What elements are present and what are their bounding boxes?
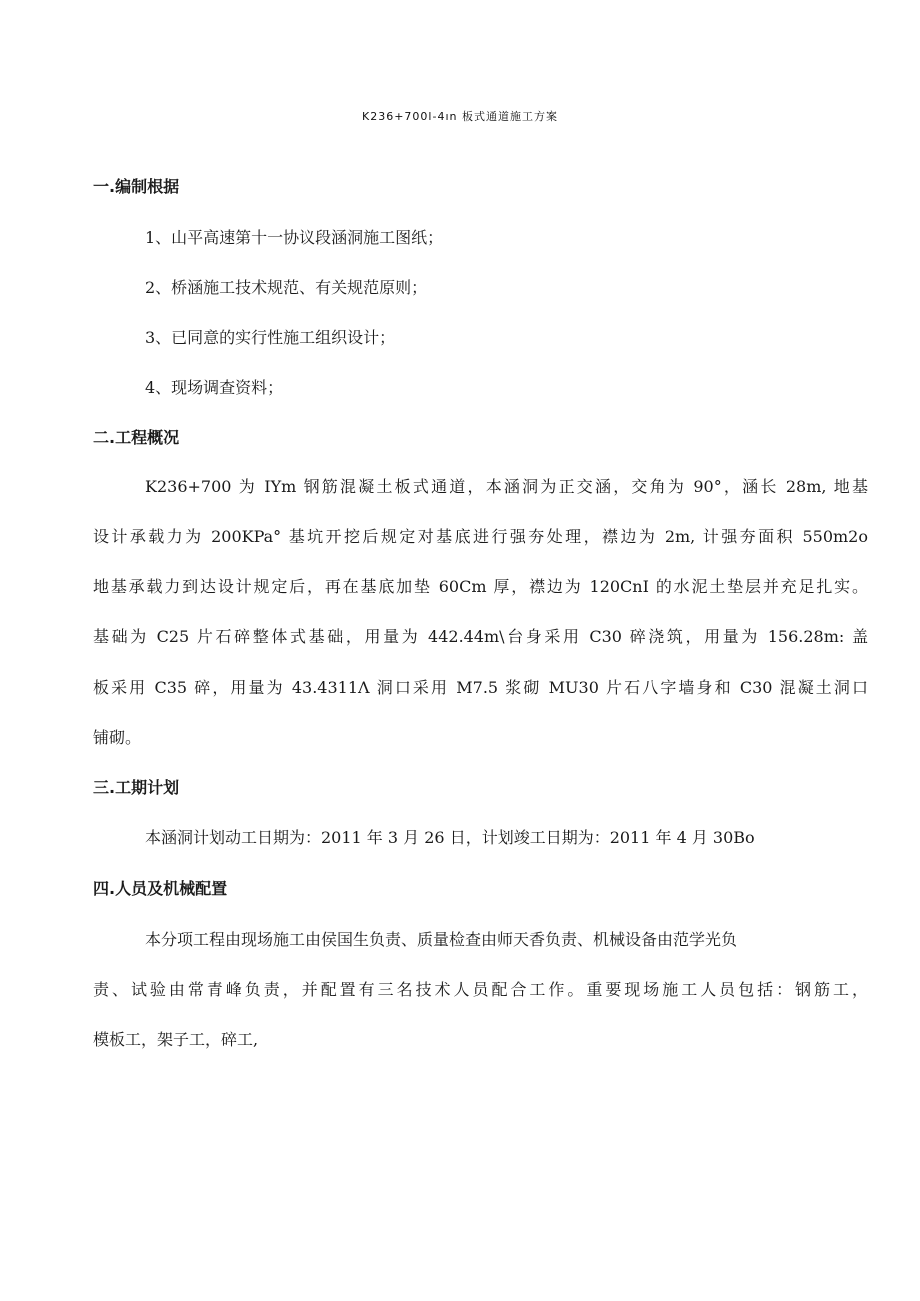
schedule-line-1: 本涵洞计划动工日期为：2011 年 3 月 26 日，计划竣工日期为：2011 年 4 月 30Bo xyxy=(145,828,755,847)
staffing-line-2: 责、试验由常青峰负责，并配置有三名技术人员配合工作。重要现场施工人员包括：钢筋工， xyxy=(93,980,868,999)
staffing-line-1: 本分项工程由现场施工由侯国生负责、质量检查由师天香负责、机械设备由范学光负 xyxy=(145,930,738,949)
section-heading-schedule: 三.工期计划 xyxy=(93,778,180,797)
basis-item-1: 1、山平高速第十一协议段涵洞施工图纸； xyxy=(145,228,444,247)
basis-item-3: 3、已同意的实行性施工组织设计； xyxy=(145,328,396,347)
overview-line-4: 基础为 C25 片石碎整体式基础，用量为 442.44m\台身采用 C30 碎浇筑，用量为 156.28m: 盖 xyxy=(93,627,868,646)
basis-item-2: 2、桥涵施工技术规范、有关规范原则； xyxy=(145,278,428,297)
overview-line-5: 板采用 C35 碎，用量为 43.4311Λ 洞口采用 M7.5 浆砌 MU30 片石八字墙身和 C30 混凝土洞口 xyxy=(93,678,868,697)
section-heading-overview: 二.工程概况 xyxy=(93,428,180,447)
overview-line-3: 地基承载力到达设计规定后，再在基底加垫 60Cm 厚，襟边为 120CnI 的水泥土垫层并充足扎实。 xyxy=(93,577,868,596)
section-heading-staffing: 四.人员及机械配置 xyxy=(93,879,228,898)
overview-line-1: K236+700 为 IYm 钢筋混凝土板式通道，本涵洞为正交涵，交角为 90°，涵长 28m, 地基 xyxy=(145,477,868,496)
basis-item-4: 4、现场调查资料； xyxy=(145,378,284,397)
section-heading-basis: 一.编制根据 xyxy=(93,177,180,196)
staffing-line-3: 模板工，架子工，碎工, xyxy=(93,1030,259,1049)
overview-line-6: 铺砌。 xyxy=(93,728,142,747)
document-title: K236+700l-4ın 板式通道施工方案 xyxy=(362,110,558,123)
overview-line-2: 设计承载力为 200KPa° 基坑开挖后规定对基底进行强夯处理，襟边为 2m, 计强夯面积 550m2o xyxy=(93,527,868,546)
